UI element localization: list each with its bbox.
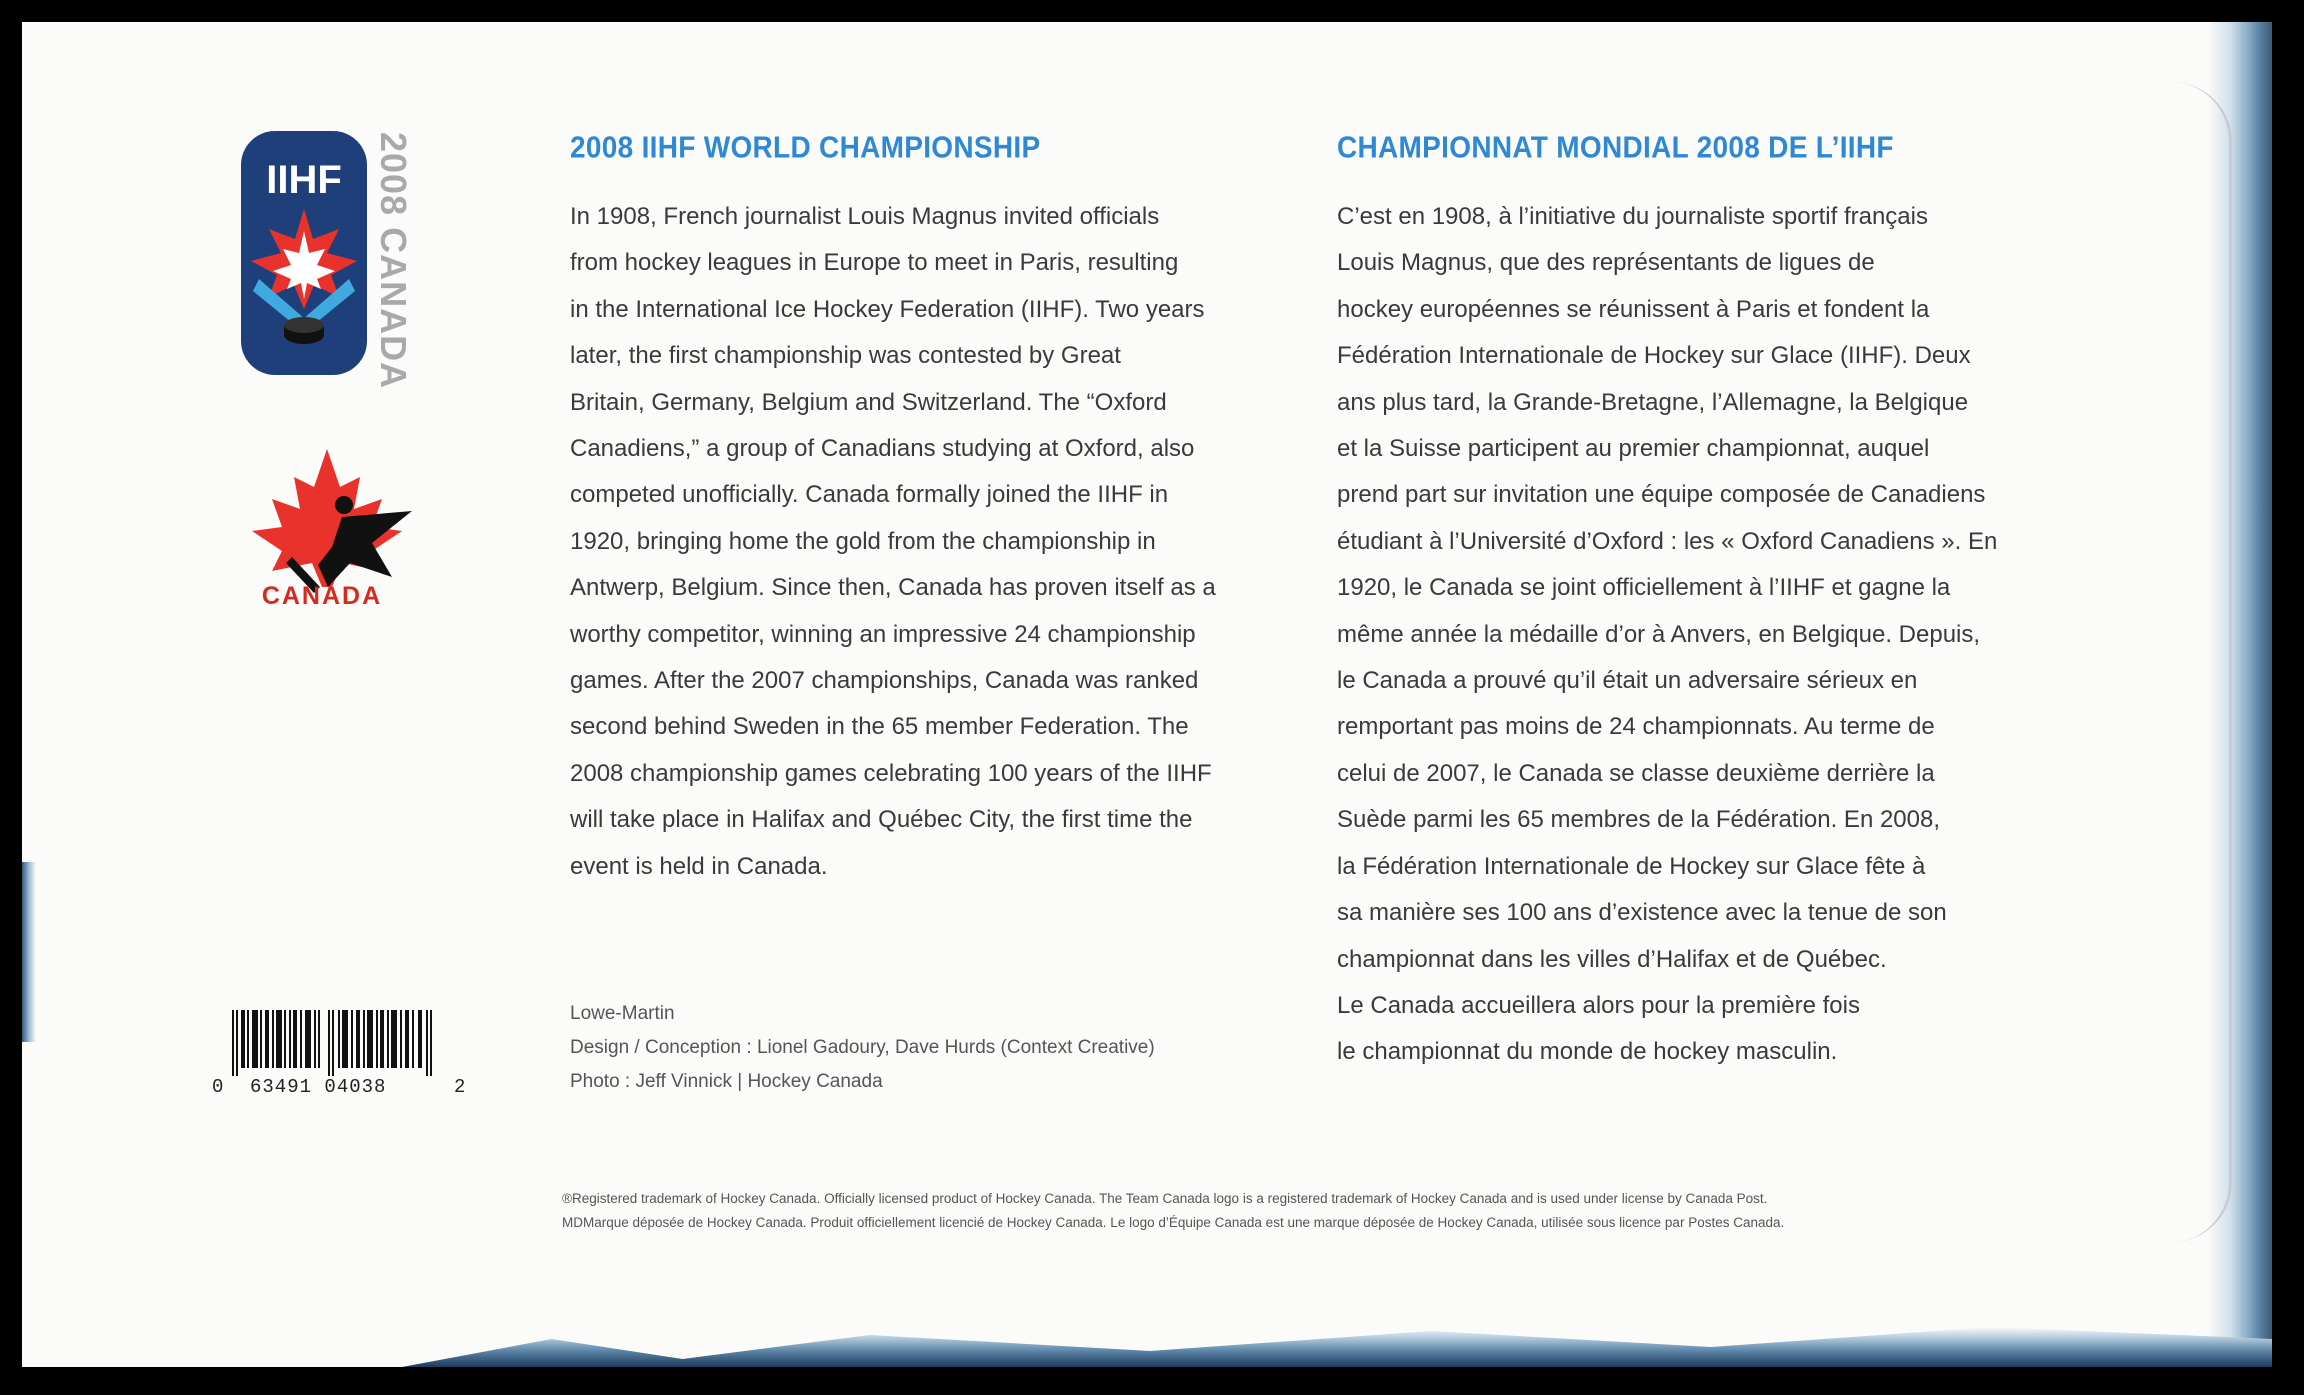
french-body — [1337, 194, 2037, 1076]
english-line: games. After the 2007 championships, Canada was ranked — [570, 667, 1199, 695]
french-line: hockey européennes se réunissent à Paris et fondent la — [1337, 295, 1930, 323]
barcode-check-digit: 2 — [454, 1076, 466, 1098]
credits-block — [570, 997, 1155, 1099]
english-line: from hockey leagues in Europe to meet in Paris, resulting — [570, 249, 1179, 277]
french-line: Fédération Internationale de Hockey sur Glace (IIHF). Deux — [1337, 342, 1971, 370]
french-line: la Fédération Internationale de Hockey sur Glace fête à — [1337, 852, 1926, 880]
envelope-back — [22, 22, 2272, 1367]
credit-printer: Lowe-Martin — [570, 1003, 675, 1024]
french-heading: CHAMPIONNAT MONDIAL 2008 DE L’IIHF — [1337, 130, 1894, 165]
french-line: Suède parmi les 65 membres de la Fédération. En 2008, — [1337, 806, 1941, 834]
legal-notice — [562, 1187, 1784, 1235]
french-line: Louis Magnus, que des représentants de ligues de — [1337, 249, 1875, 277]
french-line: le championnat du monde de hockey masculin. — [1337, 1038, 1838, 1066]
english-line: 1920, bringing home the gold from the championship in — [570, 527, 1156, 555]
english-line: second behind Sweden in the 65 member Federation. The — [570, 713, 1189, 741]
english-line: later, the first championship was contested by Great — [570, 342, 1121, 370]
english-body — [570, 194, 1250, 890]
credit-design: Design / Conception : Lionel Gadoury, Dave Hurds (Context Creative) — [570, 1037, 1155, 1058]
iihf-logo-text: IIHF — [266, 158, 342, 202]
french-line: même année la médaille d’or à Anvers, en Belgique. Depuis, — [1337, 620, 1981, 648]
french-line: Le Canada accueillera alors pour la première fois — [1337, 991, 1860, 1019]
english-line: In 1908, French journalist Louis Magnus invited officials — [570, 203, 1160, 230]
hockey-photo-edge-bottom — [402, 1327, 2272, 1367]
barcode-main-digits: 63491 04038 — [250, 1076, 387, 1098]
credit-photo: Photo : Jeff Vinnick | Hockey Canada — [570, 1071, 883, 1092]
english-line: competed unofficially. Canada formally joined the IIHF in — [570, 481, 1169, 509]
english-line: worthy competitor, winning an impressive 24 championship — [570, 620, 1196, 648]
french-line: C’est en 1908, à l’initiative du journaliste sportif français — [1337, 203, 1928, 230]
french-line: championnat dans les villes d’Halifax et de Québec. — [1337, 945, 1887, 973]
english-line: Britain, Germany, Belgium and Switzerland. The “Oxford — [570, 388, 1167, 416]
french-line: celui de 2007, le Canada se classe deuxième derrière la — [1337, 759, 1935, 787]
english-line: in the International Ice Hockey Federation (IIHF). Two years — [570, 295, 1205, 323]
french-line: 1920, le Canada se joint officiellement à l’IIHF et gagne la — [1337, 574, 1951, 602]
french-line: étudiant à l’Université d’Oxford : les « Oxford Canadiens ». En — [1337, 527, 1998, 555]
barcode-lead-digit: 0 — [212, 1076, 224, 1098]
iihf-logo — [239, 129, 369, 377]
french-line: remportant pas moins de 24 championnats. Au terme de — [1337, 713, 1935, 741]
legal-english: ®Registered trademark of Hockey Canada. Officially licensed product of Hockey Canada. The Team Canada logo is a registered trademark of Hockey Canada and is used under license by Canada Post. — [562, 1191, 1768, 1206]
hockey-canada-wordmark: CANADA — [261, 582, 383, 610]
french-line: le Canada a prouvé qu’il était un adversaire sérieux en — [1337, 667, 1918, 695]
english-column — [570, 132, 1250, 890]
french-line: et la Suisse participent au premier championnat, auquel — [1337, 435, 1930, 463]
english-line: Antwerp, Belgium. Since then, Canada has proven itself as a — [570, 574, 1216, 602]
english-line: event is held in Canada. — [570, 852, 828, 880]
legal-french: MDMarque déposée de Hockey Canada. Produit officiellement licencié de Hockey Canada. Le logo d’Équipe Canada est une marque déposée de Hockey Canada, utilisée sous licence par Postes Canada. — [562, 1215, 1785, 1230]
french-column — [1337, 132, 2037, 1076]
french-line: sa manière ses 100 ans d’existence avec la tenue de son — [1337, 899, 1947, 927]
french-line: prend part sur invitation une équipe composée de Canadiens — [1337, 481, 1986, 509]
english-line: Canadiens,” a group of Canadians studying at Oxford, also — [570, 435, 1195, 463]
french-line: ans plus tard, la Grande-Bretagne, l’Allemagne, la Belgique — [1337, 388, 1969, 416]
hockey-photo-edge-left — [22, 862, 36, 1042]
english-line: will take place in Halifax and Québec City, the first time the — [570, 806, 1193, 834]
english-heading: 2008 IIHF WORLD CHAMPIONSHIP — [570, 130, 1041, 165]
english-line: 2008 championship games celebrating 100 years of the IIHF — [570, 759, 1212, 787]
barcode-bars — [232, 1010, 434, 1076]
iihf-vertical-caption: 2008 CANADA — [373, 132, 414, 390]
envelope-flap-curve — [2149, 82, 2232, 1242]
